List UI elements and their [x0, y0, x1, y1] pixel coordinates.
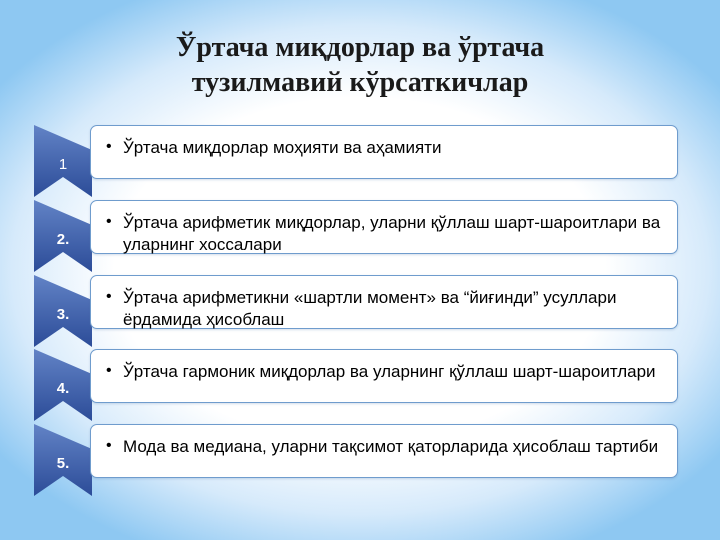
step-card [90, 200, 678, 254]
slide-title [0, 30, 720, 100]
step-number: 3. [56, 306, 70, 323]
step-number: 5. [56, 455, 70, 472]
list-item [34, 349, 680, 421]
step-card [90, 275, 678, 329]
list-item [34, 424, 680, 496]
list-item [34, 275, 680, 347]
step-text: Ўртача гармоник миқдорлар ва уларнинг қўллаш шарт-шароитлари [123, 362, 656, 381]
step-card [90, 424, 678, 478]
step-number: 1 [58, 156, 68, 173]
step-number: 2. [56, 231, 70, 248]
step-text: Ўртача арифметик миқдорлар, уларни қўллаш шарт-шароитлари ва уларнинг хоссалари [123, 213, 661, 254]
step-text: Ўртача миқдорлар моҳияти ва аҳамияти [123, 138, 442, 157]
list-item [34, 200, 680, 272]
step-number: 4. [56, 380, 70, 397]
bullet-icon: • [106, 437, 112, 454]
step-text: Мода ва медиана, уларни тақсимот қаторларида ҳисоблаш тартиби [123, 437, 659, 456]
step-card [90, 349, 678, 403]
step-card [90, 125, 678, 179]
list-item [34, 125, 680, 197]
bullet-icon: • [106, 213, 112, 230]
bullet-icon: • [106, 138, 112, 155]
bullet-icon: • [106, 362, 112, 379]
slide-title-line1: Ўртача миқдорлар ва ўртача [175, 32, 545, 63]
step-text: Ўртача арифметикни «шартли момент» ва “йиғинди” усуллари ёрдамида ҳисоблаш [123, 288, 617, 329]
bullet-icon: • [106, 288, 112, 305]
slide-title-line2: тузилмавий кўрсаткичлар [191, 67, 529, 98]
